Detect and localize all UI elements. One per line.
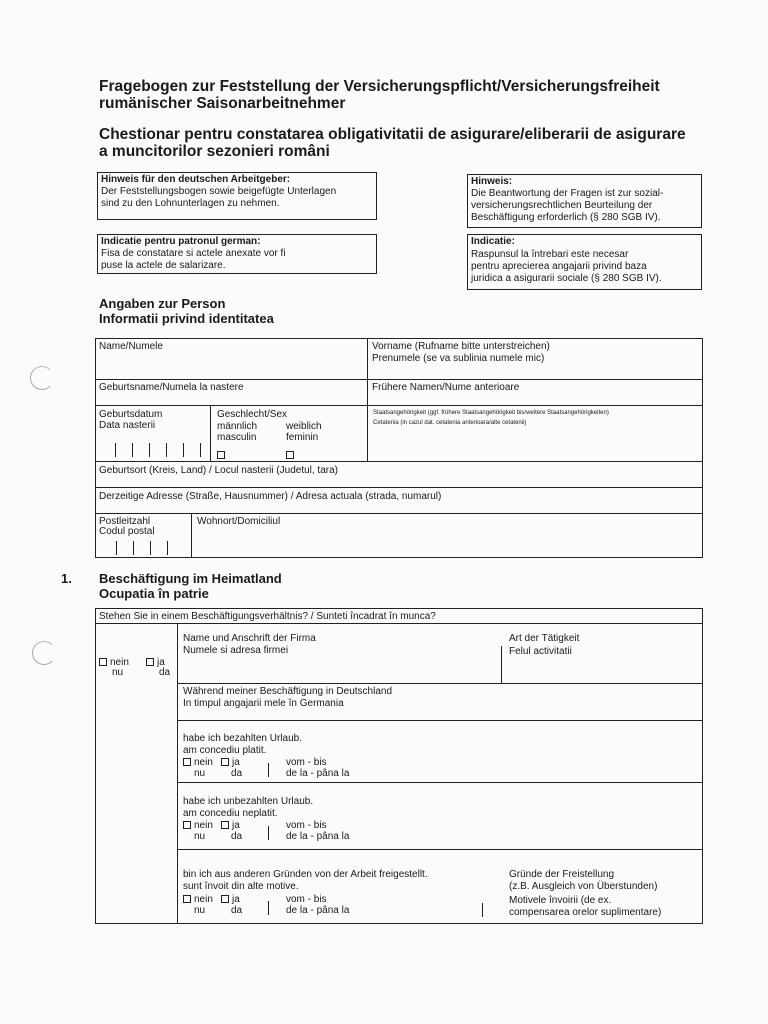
form-divider bbox=[95, 487, 703, 488]
sex-label: Geschlecht/Sex bbox=[217, 409, 288, 420]
during-label-ro: In timpul angajarii mele în Germania bbox=[183, 698, 344, 709]
section1-heading-de: Beschäftigung im Heimatland bbox=[99, 571, 282, 586]
form-divider bbox=[177, 782, 703, 783]
male-label-ro: masculin bbox=[217, 432, 257, 443]
no-label: nein bbox=[194, 894, 213, 905]
person-heading-ro: Informatii privind identitatea bbox=[99, 311, 274, 326]
employment-question: Stehen Sie in einem Beschäftigungsverhältnis? / Sunteti încadrat în munca? bbox=[99, 611, 436, 622]
form-divider bbox=[177, 720, 703, 721]
section-number: 1. bbox=[61, 571, 72, 586]
form-divider bbox=[95, 405, 703, 406]
field-divider bbox=[268, 826, 269, 840]
note-text: Beschäftigung erforderlich (§ 280 SGB IV). bbox=[471, 212, 661, 223]
title-de-line1: Fragebogen zur Feststellung der Versicherungspflicht/Versicherungsfreiheit bbox=[99, 78, 660, 95]
person-heading-de: Angaben zur Person bbox=[99, 296, 226, 311]
field-divider bbox=[268, 901, 269, 915]
yes-label-ro: da bbox=[231, 905, 243, 916]
yes-label: ja bbox=[232, 757, 240, 768]
no-label: nein bbox=[194, 757, 213, 768]
paid-leave-from-to[interactable]: vom - bis bbox=[286, 757, 327, 768]
yes-label: ja bbox=[232, 820, 240, 831]
firstname-field-ro: Prenumele (se va sublinia numele mic) bbox=[372, 353, 545, 364]
birthplace-field[interactable]: Geburtsort (Kreis, Land) / Locul nasterii (Judetul, tara) bbox=[99, 465, 338, 476]
title-ro-line1: Chestionar pentru constatarea obligativitatii de asigurare/eliberarii de asigurare bbox=[99, 126, 686, 143]
birthdate-digit-divider bbox=[166, 443, 167, 457]
postcode-digit-divider bbox=[116, 541, 117, 555]
note-general-ro bbox=[467, 234, 702, 290]
reasons-label-ro: Motivele învoirii (de ex. bbox=[509, 895, 612, 906]
no-label-ro: nu bbox=[112, 667, 124, 678]
note-heading: Hinweis: bbox=[471, 176, 513, 187]
citizenship-label-ro: Cetatenia (in cazul dat. cetatenia anterioara/alte cetatenii) bbox=[373, 420, 527, 426]
note-employer-de bbox=[97, 172, 377, 220]
reasons-example-ro: compensarea orelor suplimentare) bbox=[509, 907, 662, 918]
note-text: versicherungsrechtlichen Beurteilung der bbox=[471, 200, 653, 211]
activity-label-ro: Felul activitatii bbox=[509, 646, 572, 657]
birthdate-digit-divider bbox=[132, 443, 133, 457]
paid-leave-from-to-ro: de la - pâna la bbox=[286, 768, 350, 779]
no-label: nein bbox=[194, 820, 213, 831]
former-names-field[interactable]: Frühere Namen/Nume anterioare bbox=[372, 382, 520, 393]
unpaid-leave-label-ro: am concediu neplatit. bbox=[183, 808, 278, 819]
unpaid-leave-no-checkbox[interactable] bbox=[183, 820, 213, 832]
no-label-ro: nu bbox=[194, 905, 206, 916]
note-text: pentru aprecierea angajarii privind baza bbox=[471, 261, 647, 272]
during-label: Während meiner Beschäftigung in Deutschland bbox=[183, 686, 393, 697]
no-label-ro: nu bbox=[194, 768, 206, 779]
firstname-field[interactable]: Vorname (Rufname bitte unterstreichen) bbox=[372, 341, 550, 352]
paid-leave-label: habe ich bezahlten Urlaub. bbox=[183, 733, 302, 744]
form-divider bbox=[177, 683, 703, 684]
firm-label-ro: Numele si adresa firmei bbox=[183, 645, 289, 656]
released-from-to-ro: de la - pâna la bbox=[286, 905, 350, 916]
birthdate-digit-divider bbox=[115, 443, 116, 457]
reasons-example: (z.B. Ausgleich von Überstunden) bbox=[509, 881, 658, 892]
unpaid-leave-yes-checkbox[interactable] bbox=[221, 820, 240, 832]
yes-label: ja bbox=[157, 657, 165, 668]
person-form bbox=[95, 338, 703, 558]
paid-leave-label-ro: am concediu platit. bbox=[183, 745, 267, 756]
form-divider bbox=[95, 513, 703, 514]
paid-leave-yes-checkbox[interactable] bbox=[221, 757, 240, 769]
field-divider bbox=[482, 903, 483, 917]
note-heading: Indicatie: bbox=[471, 236, 515, 247]
paid-leave-no-checkbox[interactable] bbox=[183, 757, 213, 769]
postcode-digit-divider bbox=[167, 541, 168, 555]
form-divider bbox=[210, 405, 211, 461]
title-ro-line2: a muncitorilor sezonieri români bbox=[99, 143, 330, 160]
note-text: juridica a asigurarii sociale (§ 280 SGB IV). bbox=[471, 273, 662, 284]
released-label-ro: sunt învoit din alte motive. bbox=[183, 881, 299, 892]
released-from-to[interactable]: vom - bis bbox=[286, 894, 327, 905]
birthdate-digit-divider bbox=[200, 443, 201, 457]
birthdate-label-ro: Data nasterii bbox=[99, 420, 156, 431]
female-label: weiblich bbox=[286, 421, 322, 432]
released-no-checkbox[interactable] bbox=[183, 894, 213, 906]
form-divider bbox=[95, 623, 703, 624]
postcode-label: Postleitzahl bbox=[99, 516, 151, 527]
address-field[interactable]: Derzeitige Adresse (Straße, Hausnummer) / Adresa actuala (strada, numarul) bbox=[99, 491, 442, 502]
note-text: puse la actele de salarizare. bbox=[101, 260, 226, 271]
form-divider bbox=[177, 849, 703, 850]
note-text: sind zu den Lohnunterlagen zu nehmen. bbox=[101, 198, 280, 209]
yes-label-ro: da bbox=[231, 831, 243, 842]
form-divider bbox=[501, 646, 502, 683]
note-general-de bbox=[467, 174, 702, 228]
note-text: Die Beantwortung der Fragen ist zur sozial- bbox=[471, 188, 664, 199]
birthname-field[interactable]: Geburtsname/Numela la nastere bbox=[99, 382, 244, 393]
unpaid-leave-from-to-ro: de la - pâna la bbox=[286, 831, 350, 842]
note-heading: Hinweis für den deutschen Arbeitgeber: bbox=[101, 174, 291, 185]
male-checkbox[interactable] bbox=[217, 446, 228, 464]
yes-label-ro: da bbox=[231, 768, 243, 779]
form-divider bbox=[95, 379, 703, 380]
note-employer-ro bbox=[97, 234, 377, 274]
female-label-ro: feminin bbox=[286, 432, 319, 443]
form-divider bbox=[367, 338, 368, 461]
section1-heading-ro: Ocupatia în patrie bbox=[99, 586, 209, 601]
name-field[interactable]: Name/Numele bbox=[99, 341, 163, 352]
form-divider bbox=[191, 513, 192, 558]
male-label: männlich bbox=[217, 421, 258, 432]
yes-label: ja bbox=[232, 894, 240, 905]
no-label: nein bbox=[110, 657, 129, 668]
female-checkbox[interactable] bbox=[286, 446, 297, 464]
note-text: Der Feststellungsbogen sowie beigefügte Unterlagen bbox=[101, 186, 337, 197]
note-text: Raspunsul la întrebari este necesar bbox=[471, 249, 629, 260]
released-yes-checkbox[interactable] bbox=[221, 894, 240, 906]
postcode-label-ro: Codul postal bbox=[99, 526, 155, 537]
citizenship-label: Staatsangehörigkeit (ggf. frühere Staatsangehörigkeit bis/weitere Staatsangehörigkeiten) bbox=[373, 410, 609, 416]
firm-label: Name und Anschrift der Firma bbox=[183, 633, 316, 644]
punch-hole-top bbox=[30, 366, 54, 390]
unpaid-leave-label: habe ich unbezahlten Urlaub. bbox=[183, 796, 314, 807]
note-text: Fisa de constatare si actele anexate vor fi bbox=[101, 248, 286, 259]
birthdate-digit-divider bbox=[149, 443, 150, 457]
postcode-digit-divider bbox=[133, 541, 134, 555]
yes-label-ro: da bbox=[159, 667, 171, 678]
birthdate-digit-divider bbox=[183, 443, 184, 457]
title-de-line2: rumänischer Saisonarbeitnehmer bbox=[99, 95, 346, 112]
form-divider bbox=[95, 461, 703, 462]
released-label: bin ich aus anderen Gründen von der Arbeit freigestellt. bbox=[183, 869, 428, 880]
unpaid-leave-from-to[interactable]: vom - bis bbox=[286, 820, 327, 831]
punch-hole-bottom bbox=[32, 641, 56, 665]
form-divider bbox=[177, 623, 178, 924]
field-divider bbox=[268, 763, 269, 777]
residence-field[interactable]: Wohnort/Domiciliul bbox=[197, 516, 281, 527]
no-label-ro: nu bbox=[194, 831, 206, 842]
reasons-label: Gründe der Freistellung bbox=[509, 869, 615, 880]
note-heading: Indicatie pentru patronul german: bbox=[101, 236, 261, 247]
activity-label: Art der Tätigkeit bbox=[509, 633, 580, 644]
postcode-digit-divider bbox=[150, 541, 151, 555]
birthdate-label: Geburtsdatum bbox=[99, 409, 163, 420]
